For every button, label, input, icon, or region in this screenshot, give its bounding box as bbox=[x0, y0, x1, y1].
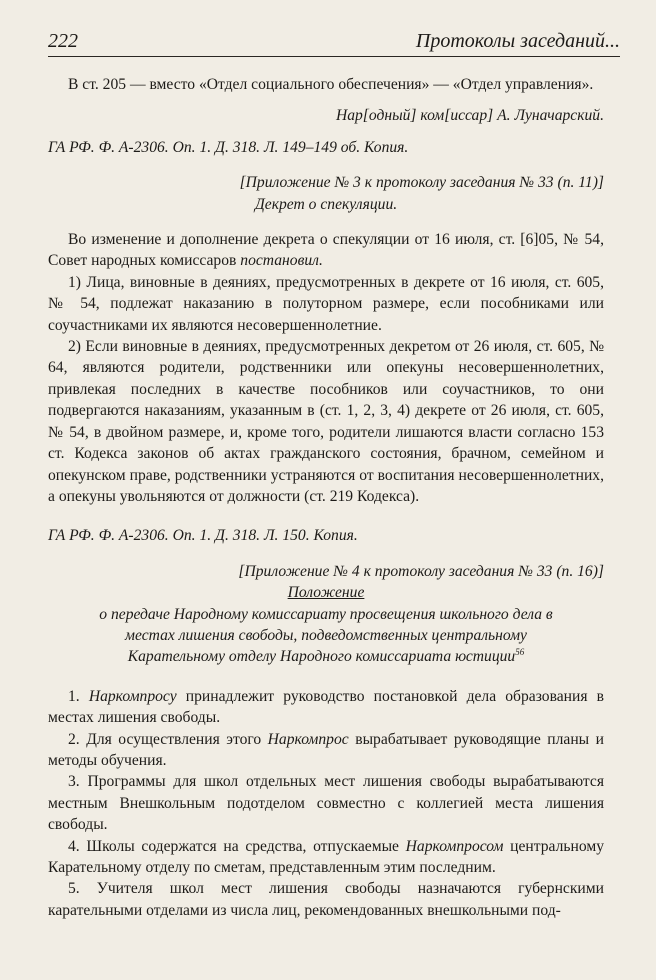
decree-item-2: 2) Если виновные в деяниях, предусмотренных декретом от 26 июля, ст. 605, № 64, являются родители, родственники или опекуны несовершеннолетних, привлекая последних в качестве пособников или соучастников, то они подвергаются наказаниям, указанным в (ст. 1, 2, 3, 4) декрете от 26 июля, ст. 605, № 54, в двойном размере, и, кроме того, родители лишаются власти согласно 153 ст. Кодекса законов об актах гражданского состояния, брачном, семейном и опекунском праве, родственники устраняются от воспитания несовершеннолетних, а опекуны увольняются от должности (ст. 219 Кодекса). bbox=[48, 338, 604, 505]
correction-paragraph: В ст. 205 — вместо «Отдел социального обеспечения» — «Отдел управления». bbox=[68, 76, 594, 93]
regulation-item-3: 3. Программы для школ отдельных мест лишения свободы вырабатываются местным Внешкольным подотделом совместно с коллегией места лишения свободы. bbox=[48, 773, 604, 834]
appendix-4-heading: [Приложение № 4 к протоколу заседания № 33 (п. 16)] bbox=[238, 562, 604, 580]
regulation-subtitle bbox=[48, 604, 604, 668]
decree-title: Декрет о спекуляции. bbox=[254, 195, 398, 213]
decree-intro-resolved: постановил. bbox=[240, 252, 323, 270]
regulation-item-4: 4. Школы содержатся на средства, отпускаемые Наркомпросом центральному Карательному отделу по сметам, представленным этим последним. bbox=[48, 837, 604, 876]
page-number: 222 bbox=[48, 30, 78, 52]
signature: Нар[одный] ком[иссар] А. Луначарский. bbox=[335, 107, 604, 125]
archive-source-2: ГА РФ. Ф. А-2306. Оп. 1. Д. 318. Л. 150. Копия. bbox=[48, 527, 358, 545]
decree-intro-text: Во изменение и дополнение декрета о спекуляции от 16 июля, ст. [6]05, № 54, Совет народных комиссаров bbox=[48, 231, 604, 270]
regulation-item-2: 2. Для осуществления этого Наркомпрос вырабатывает руководящие планы и методы обучения. bbox=[48, 730, 604, 769]
decree-item-1: 1) Лица, виновные в деяниях, предусмотренных в декрете от 16 июля, ст. 605, № 54, подлежат наказанию в полуторном размере, если пособниками или соучастниками их являются несовершеннолетние. bbox=[48, 273, 604, 334]
running-title: Протоколы заседаний... bbox=[415, 30, 620, 52]
page-content bbox=[48, 74, 604, 921]
page-header bbox=[48, 26, 620, 57]
regulation-item-5: 5. Учителя школ мест лишения свободы назначаются губернскими карательными отделами из числа лиц, рекомендованных внешкольными под- bbox=[48, 880, 604, 919]
footnote-ref: 56 bbox=[515, 647, 525, 658]
regulation-item-1: 1. Наркомпросу принадлежит руководство постановкой дела образования в местах лишения свободы. bbox=[48, 687, 604, 727]
regulation-subtitle-text: о передаче Народному комиссариату просвещения школьного дела в местах лишения свободы, подведомственных центральному Карательному отделу Народного комиссариата юстиции bbox=[99, 605, 553, 666]
appendix-3-heading: [Приложение № 3 к протоколу заседания № 33 (п. 11)] bbox=[239, 174, 604, 192]
decree-intro bbox=[48, 229, 604, 272]
regulation-title: Положение bbox=[287, 584, 365, 602]
archive-source-1: ГА РФ. Ф. А-2306. Оп. 1. Д. 318. Л. 149–149 об. Копия. bbox=[48, 138, 409, 156]
